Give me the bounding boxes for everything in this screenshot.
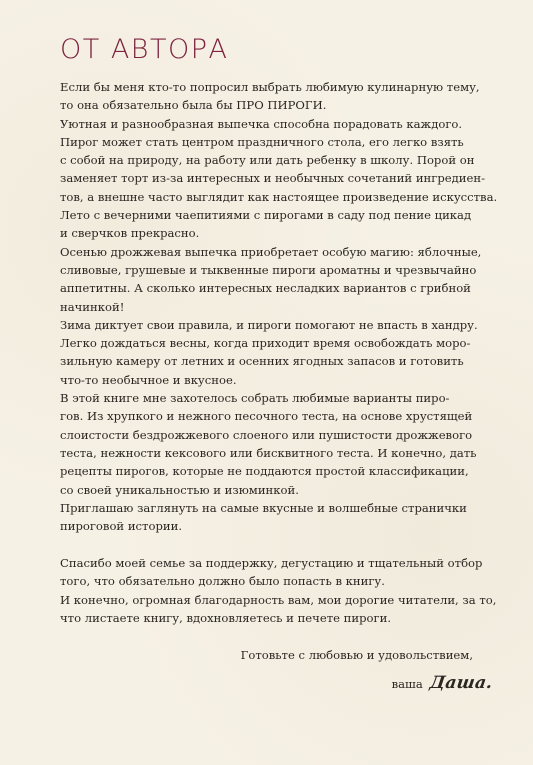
text-line: Осенью дрожжевая выпечка приобретает особую магию: яблочные,: [60, 244, 482, 259]
signature-prefix: ваша: [391, 677, 423, 691]
text-line: начинкой!: [60, 299, 125, 314]
text-line: гов. Из хрупкого и нежного песочного теста, на основе хрустящей: [60, 409, 473, 424]
closing-line: Готовьте с любовью и удовольствием,: [240, 648, 473, 662]
text-line: теста, нежности кексового или бисквитного теста. И конечно, дать: [60, 445, 477, 460]
text-line: заменяет торт из-за интересных и необычных сочетаний ингредиен-: [60, 171, 486, 186]
text-line: то она обязательно была бы ПРО ПИРОГИ.: [60, 98, 327, 113]
text-line: тов, а внешне часто выглядит как настоящее произведение искусства.: [60, 189, 498, 204]
text-line: Если бы меня кто-то попросил выбрать любимую кулинарную тему,: [60, 80, 480, 94]
text-line: Уютная и разнообразная выпечка способна порадовать каждого.: [60, 116, 463, 131]
text-line: того, что обязательно должно было попасть в книгу.: [60, 574, 385, 589]
text-line: и сверчков прекрасно.: [60, 226, 200, 241]
text-line: аппетитны. А сколько интересных несладких вариантов с грибной: [60, 281, 471, 296]
text-line: слоистости бездрожжевого слоеного или пушистости дрожжевого: [60, 427, 473, 442]
text-line: сливовые, грушевые и тыквенные пироги ароматны и чрезвычайно: [60, 262, 477, 277]
foreword-text: [60, 78, 498, 627]
text-line: с собой на природу, на работу или дать ребенку в школу. Порой он: [60, 153, 475, 168]
text-line: зильную камеру от летних и осенних ягодных запасов и готовить: [60, 354, 464, 369]
text-line: В этой книге мне захотелось собрать любимые варианты пиро-: [60, 391, 450, 406]
text-line: что-то необычное и вкусное.: [60, 372, 237, 387]
text-line: Лето с вечерними чаепитиями с пирогами в саду под пение цикад: [60, 208, 472, 223]
text-line: Пирог может стать центром праздничного стола, его легко взять: [60, 134, 464, 149]
page-title: ОТ АВТОРА: [60, 34, 229, 65]
text-line: пироговой истории.: [60, 519, 183, 534]
paragraph-gap: [60, 535, 472, 554]
signature-line: [392, 674, 493, 693]
thanks-paragraph: [60, 554, 497, 627]
text-line: со своей уникальностью и изюминкой.: [60, 482, 299, 497]
text-line: И конечно, огромная благодарность вам, мои дорогие читатели, за то,: [60, 592, 497, 607]
text-line: Спасибо моей семье за поддержку, дегустацию и тщательный отбор: [60, 555, 483, 570]
main-paragraphs: [60, 78, 498, 535]
text-line: Легко дождаться весны, когда приходит время освобождать моро-: [60, 336, 471, 351]
author-signature: Даша.: [429, 673, 495, 693]
text-line: Зима диктует свои правила, и пироги помогают не впасть в хандру.: [60, 317, 478, 332]
text-line: рецепты пирогов, которые не поддаются простой классификации,: [60, 464, 469, 479]
text-line: что листаете книгу, вдохновляетесь и печете пироги.: [60, 610, 391, 625]
text-line: Приглашаю заглянуть на самые вкусные и волшебные странички: [60, 500, 467, 515]
